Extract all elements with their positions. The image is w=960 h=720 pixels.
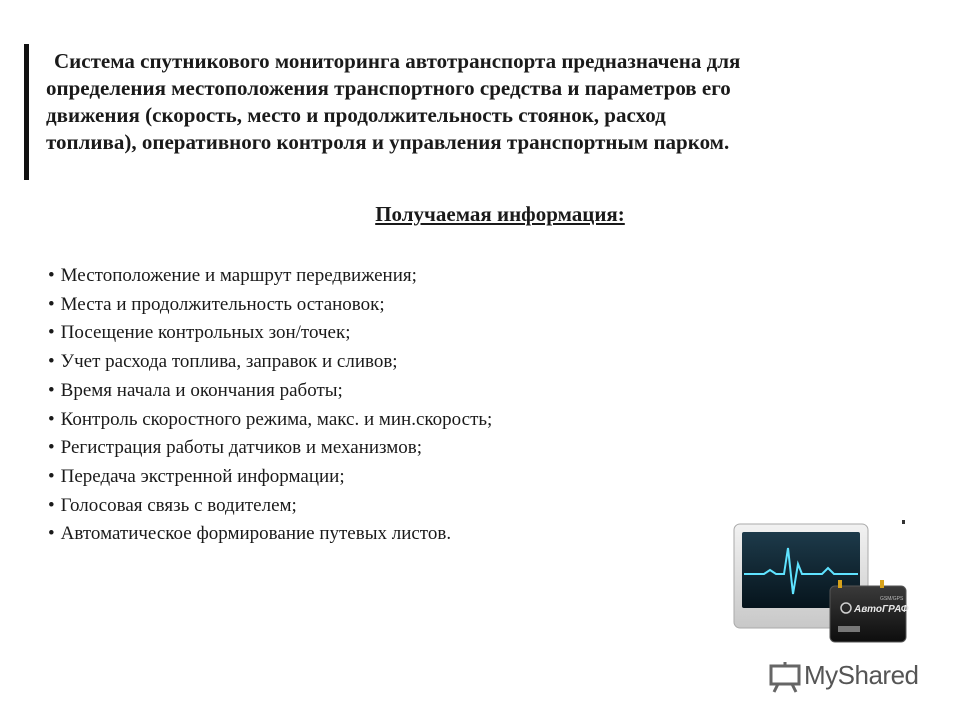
myshared-watermark bbox=[768, 656, 958, 696]
device-brand: АвтоГРАФ bbox=[854, 604, 909, 615]
list-item: • Регистрация работы датчиков и механизмов; bbox=[48, 434, 492, 463]
list-item: • Автоматическое формирование путевых листов. bbox=[48, 520, 492, 549]
intro-line: Система спутникового мониторинга автотранспорта предназначена для bbox=[54, 49, 741, 73]
section-heading: Получаемая информация: bbox=[375, 202, 625, 226]
presentation-icon bbox=[768, 660, 802, 694]
intro-line: топлива), оперативного контроля и управления транспортным парком. bbox=[46, 130, 730, 154]
info-list bbox=[48, 262, 492, 549]
intro-line: определения местоположения транспортного средства и параметров его bbox=[46, 76, 731, 100]
monitoring-device-illustration bbox=[730, 518, 910, 648]
list-item: • Контроль скоростного режима, макс. и мин.скорость; bbox=[48, 406, 492, 435]
list-item: • Голосовая связь с водителем; bbox=[48, 492, 492, 521]
list-item: • Места и продолжительность остановок; bbox=[48, 291, 492, 320]
device-model: GSM/GPS bbox=[880, 596, 904, 602]
list-item: • Посещение контрольных зон/точек; bbox=[48, 319, 492, 348]
intro-line: движения (скорость, место и продолжительность стоянок, расход bbox=[46, 103, 666, 127]
quote-accent-bar bbox=[24, 44, 29, 180]
intro-paragraph bbox=[46, 48, 936, 156]
watermark-text: MyShared bbox=[804, 660, 919, 690]
list-item: • Местоположение и маршрут передвижения; bbox=[48, 262, 492, 291]
list-item: • Учет расхода топлива, заправок и сливов; bbox=[48, 348, 492, 377]
list-item: • Передача экстренной информации; bbox=[48, 463, 492, 492]
list-item: • Время начала и окончания работы; bbox=[48, 377, 492, 406]
